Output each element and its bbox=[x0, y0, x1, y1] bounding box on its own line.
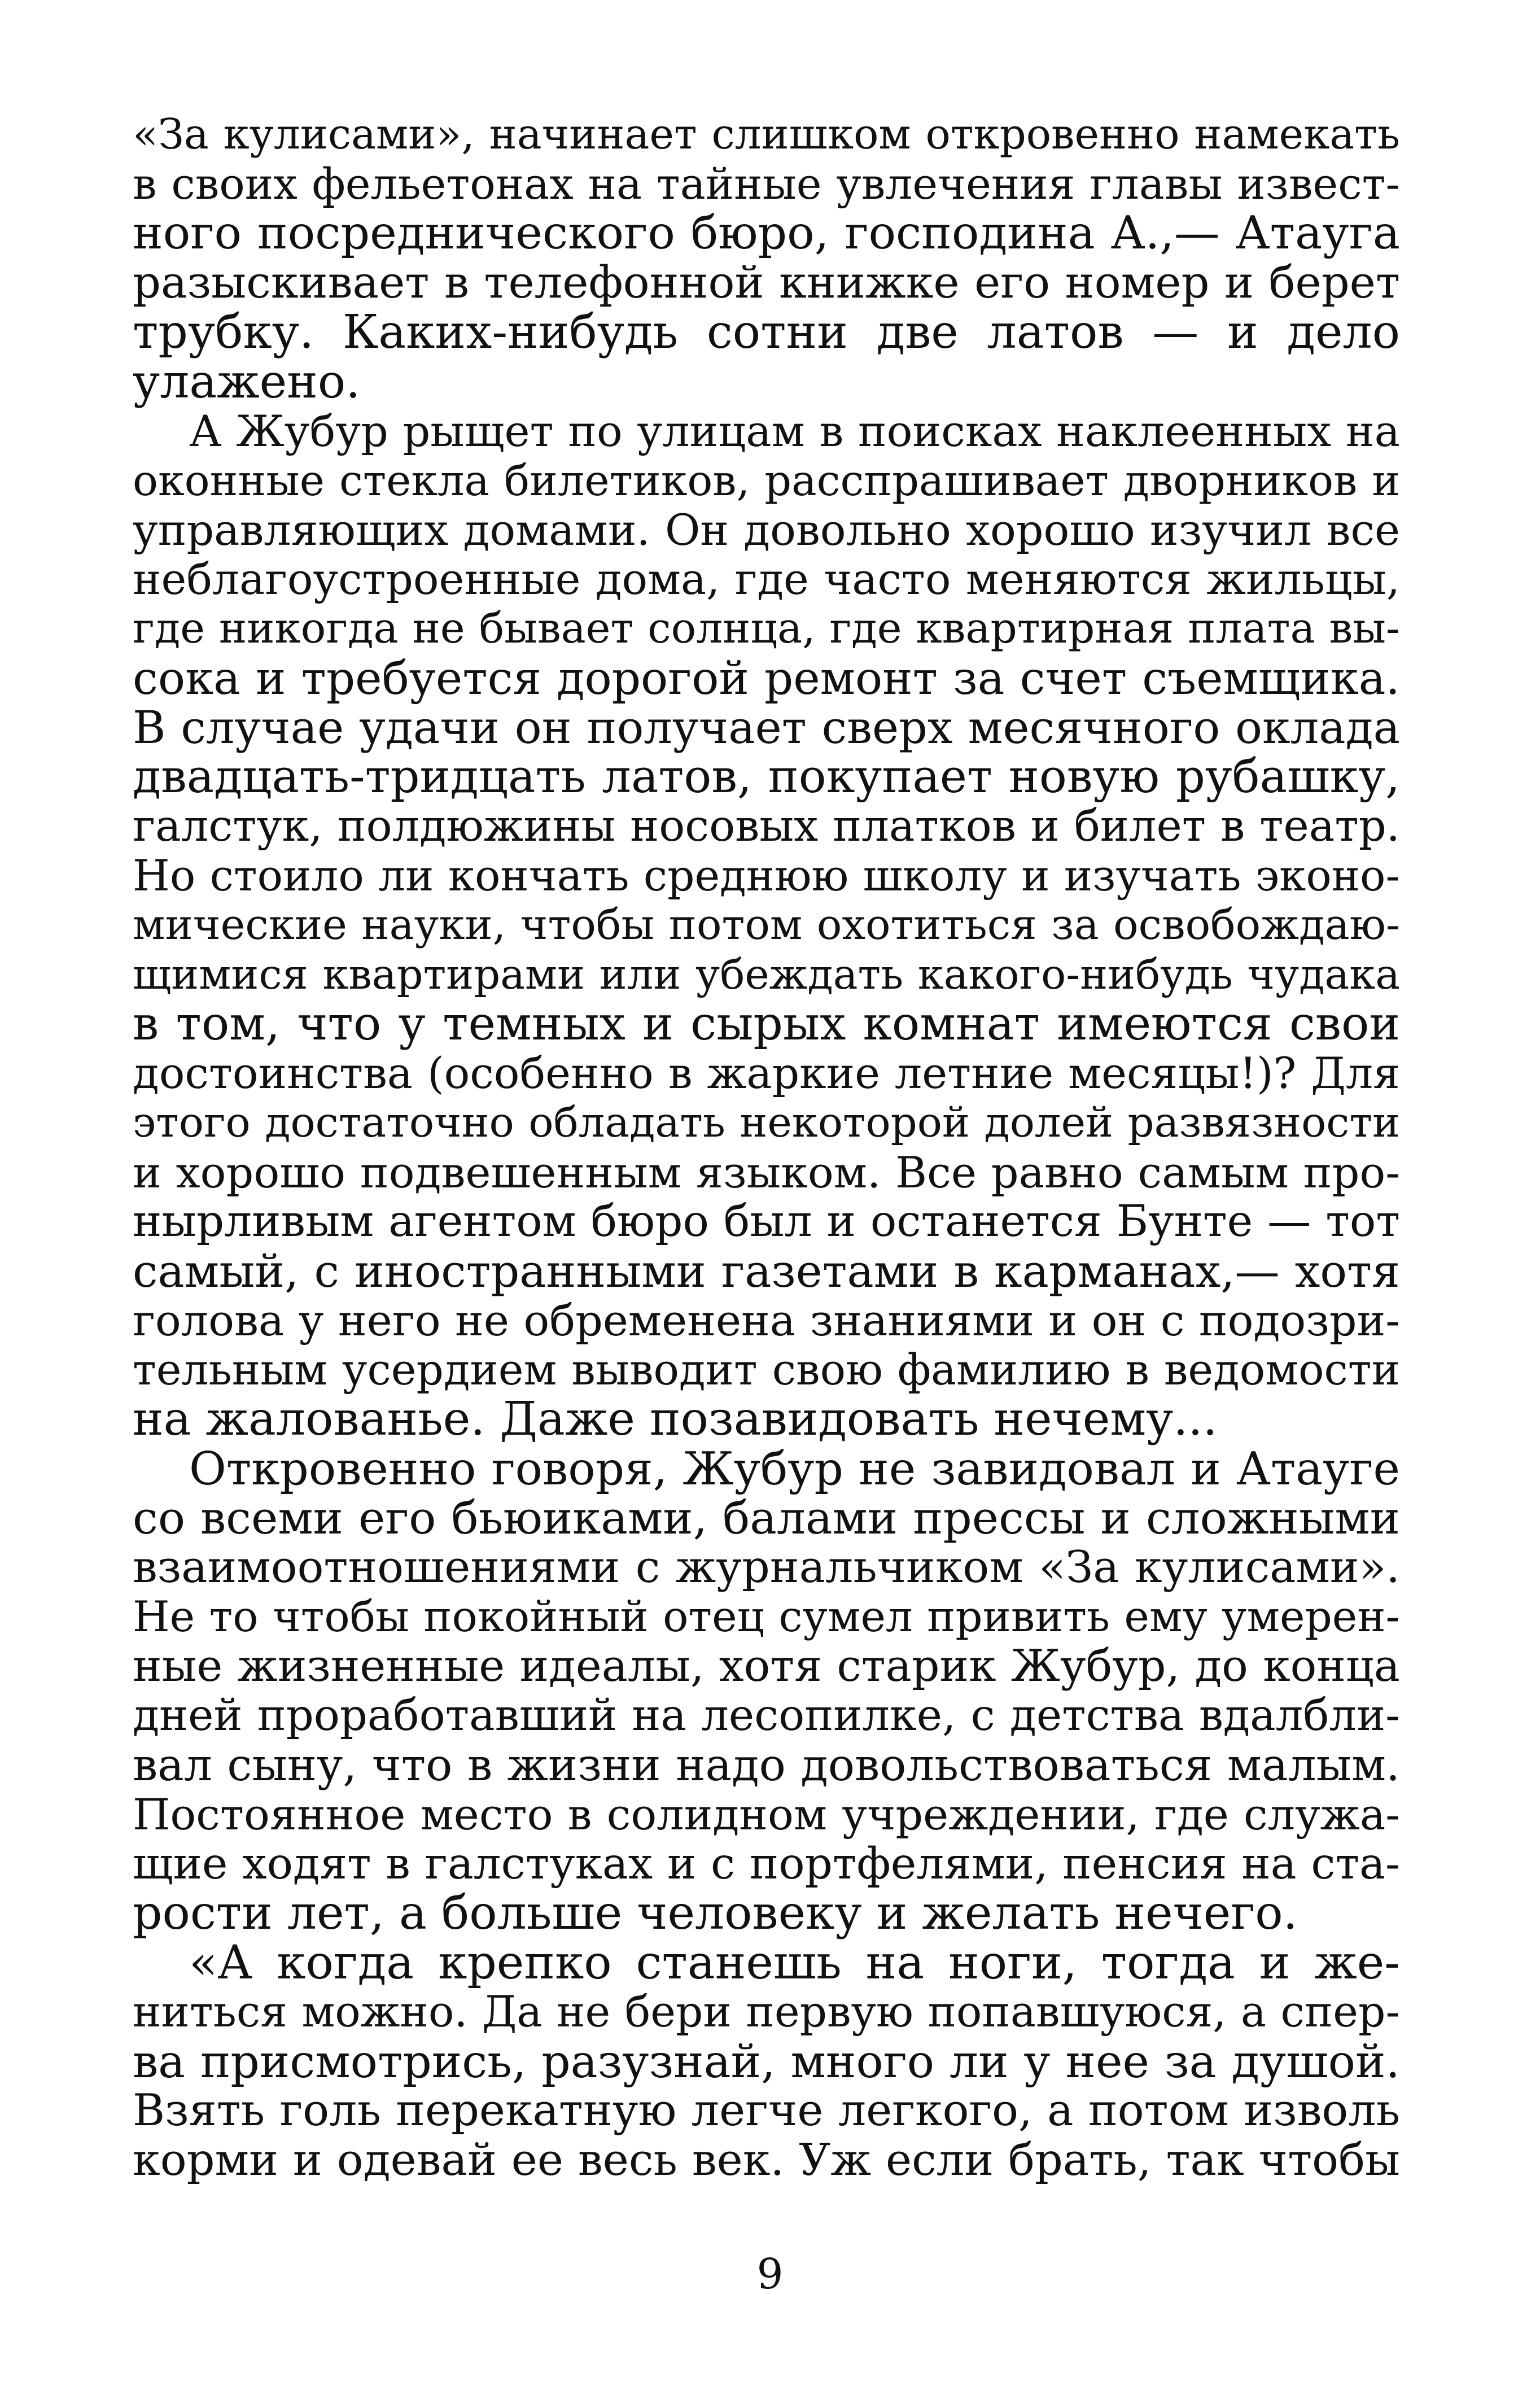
text-line: нырливым агентом бюро был и останется Бунте — тот bbox=[133, 1196, 1400, 1247]
text-line: щие ходят в галстуках и с портфелями, пенсия на ста- bbox=[133, 1838, 1400, 1889]
text-line: мические науки, чтобы потом охотиться за освобождаю- bbox=[133, 901, 1400, 949]
text-line: щимися квартирами или убеждать какого-нибудь чудака bbox=[133, 950, 1400, 999]
text-line: взаимоотношениями с журнальчиком «За кулисами». bbox=[133, 1541, 1400, 1593]
text-line: тельным усердием выводит свою фамилию в ведомости bbox=[133, 1344, 1400, 1395]
text-line: сока и требуется дорогой ремонт за счет съемщика. bbox=[133, 652, 1400, 705]
text-line: оконные стекла билетиков, расспрашивает дворников и bbox=[133, 456, 1400, 505]
text-line: ва присмотрись, разузнай, много ли у нее за душой. bbox=[133, 2035, 1400, 2088]
text-line: достоинства (особенно в жаркие летние месяцы!)? Для bbox=[133, 1048, 1400, 1098]
paragraph bbox=[133, 110, 1400, 407]
text-line: улажено. bbox=[133, 355, 361, 409]
text-line: двадцать-тридцать латов, покупает новую рубашку, bbox=[133, 750, 1400, 803]
text-line: рости лет, а больше человеку и желать нечего. bbox=[133, 1886, 1298, 1940]
text-line: Откровенно говоря, Жубур не завидовал и Атауге bbox=[189, 1441, 1400, 1495]
text-line: В случае удачи он получает сверх месячного оклада bbox=[133, 701, 1400, 754]
text-line: этого достаточно обладать некоторой долей развязности bbox=[133, 1099, 1400, 1147]
text-line: вал сыну, что в жизни надо довольствоваться малым. bbox=[133, 1738, 1400, 1791]
text-line: «За кулисами», начинает слишком откровенно намекать bbox=[133, 111, 1400, 159]
text-line: Но стоило ли кончать среднюю школу и изучать эконо- bbox=[133, 850, 1400, 901]
text-line: в своих фельетонах на тайные увлечения главы извест- bbox=[133, 159, 1400, 209]
text-line: ного посреднического бюро, господина А.,— Атауга bbox=[133, 207, 1400, 260]
text-line: где никогда не бывает солнца, где квартирная плата вы- bbox=[133, 604, 1400, 653]
text-line: на жалованье. Даже позавидовать нечему... bbox=[133, 1392, 1218, 1446]
text-line: и хорошо подвешенным языком. Все равно самым про- bbox=[133, 1147, 1400, 1198]
paragraph bbox=[133, 407, 1400, 1444]
text-line: ные жизненные идеалы, хотя старик Жубур, до конца bbox=[133, 1640, 1400, 1692]
text-line: дней проработавший на лесопилке, с детства вдалбли- bbox=[133, 1690, 1400, 1741]
text-line: А Жубур рыщет по улицам в поисках наклеенных на bbox=[189, 406, 1400, 456]
text-line: самый, с иностранными газетами в карманах,— хотя bbox=[133, 1244, 1400, 1297]
text-line: голова у него не обременена знаниями и он с подозри- bbox=[133, 1295, 1400, 1345]
text-line: корми и одевай ее весь век. Уж если брать, так чтобы bbox=[133, 2134, 1400, 2186]
page-text bbox=[133, 110, 1400, 2185]
text-line: неблагоустроенные дома, где часто меняются жильцы, bbox=[133, 554, 1400, 604]
text-line: Не то чтобы покойный отец сумел привить ему умерен- bbox=[133, 1592, 1400, 1641]
text-line: в том, что у темных и сырых комнат имеются свои bbox=[133, 997, 1400, 1051]
page-number: 9 bbox=[756, 2250, 784, 2299]
text-line: «А когда крепко станешь на ноги, тогда и же- bbox=[189, 1936, 1400, 1990]
text-line: Постоянное место в солидном учреждении, где служа- bbox=[133, 1789, 1400, 1840]
text-line: со всеми его бьюиками, балами прессы и сложными bbox=[133, 1492, 1400, 1544]
text-line: галстук, полдюжины носовых платков и билет в театр. bbox=[133, 801, 1400, 851]
text-line: трубку. Каких-нибудь сотни две латов — и дело bbox=[133, 305, 1400, 359]
paragraph bbox=[133, 1938, 1400, 2186]
text-line: разыскивает в телефонной книжке его номер и берет bbox=[133, 257, 1400, 308]
text-line: управляющих домами. Он довольно хорошо изучил все bbox=[133, 505, 1400, 555]
paragraph bbox=[133, 1441, 1400, 1940]
text-line: Взять голь перекатную легче легкого, а потом изволь bbox=[133, 2085, 1400, 2136]
text-line: ниться можно. Да не бери первую попавшуюся, а спер- bbox=[133, 1987, 1400, 2037]
